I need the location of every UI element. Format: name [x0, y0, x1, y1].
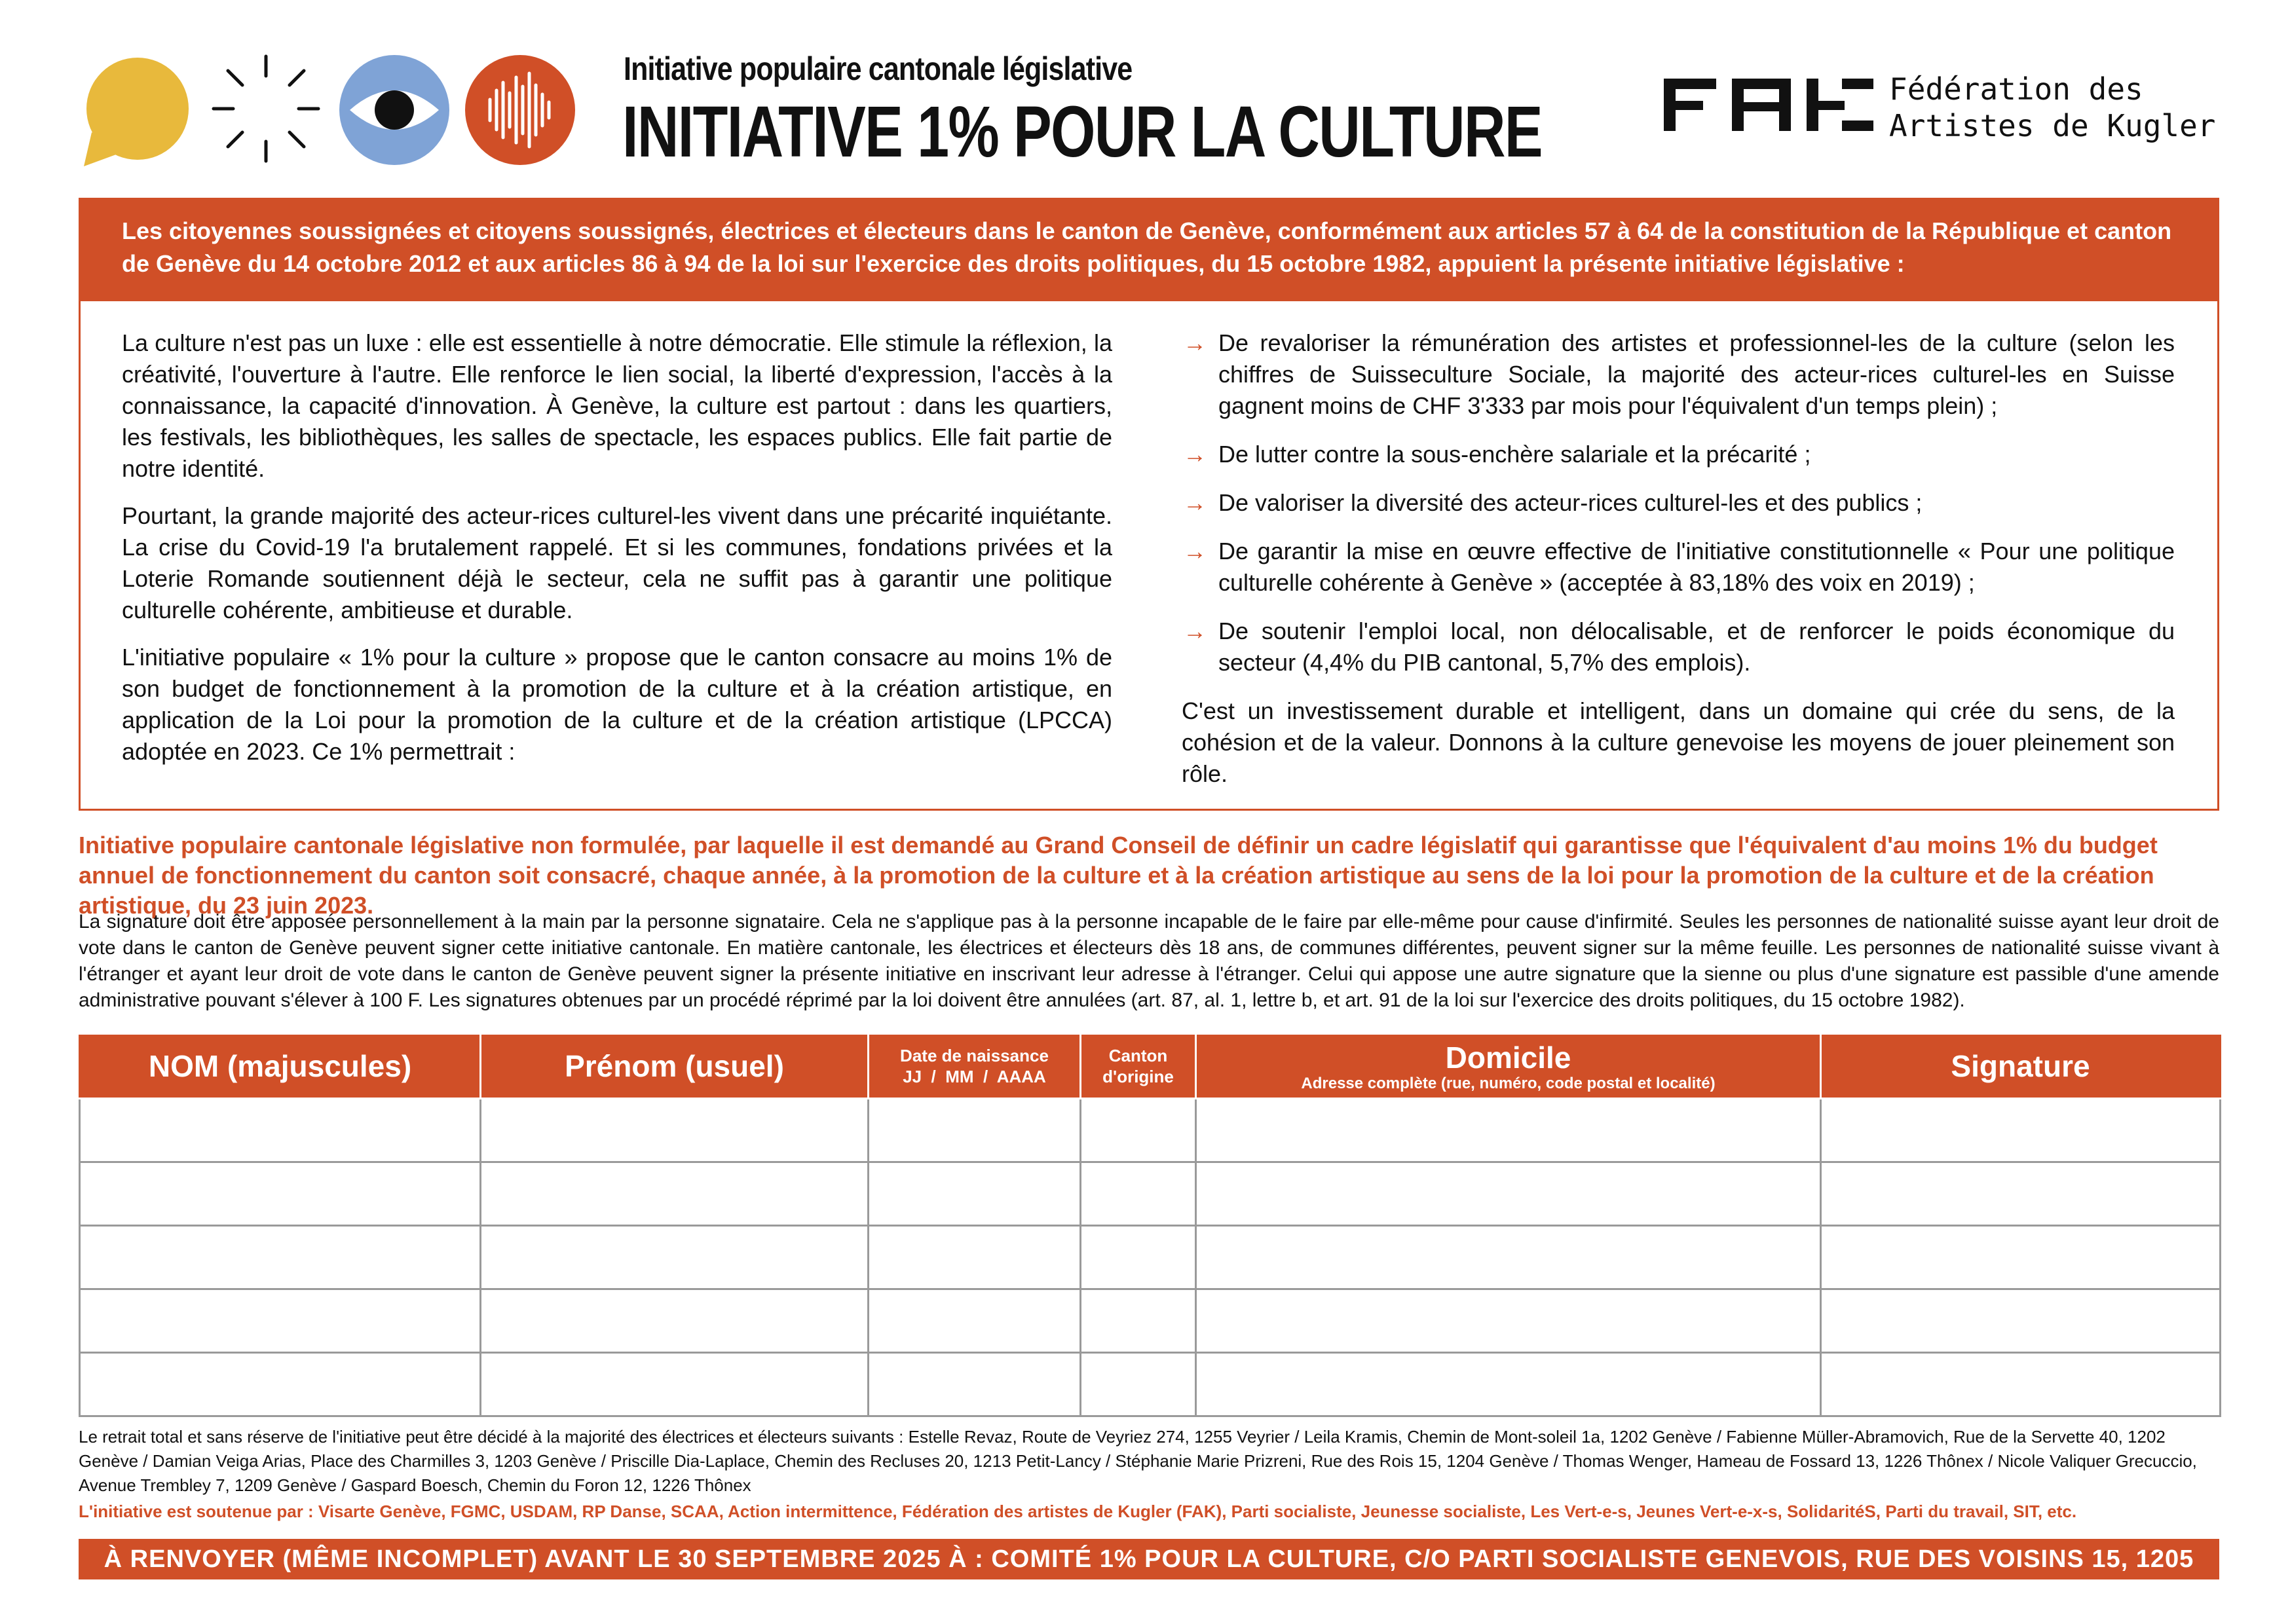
benefit-text: De soutenir l'emploi local, non délocalisable, et de renforcer le poids économique du secteur (4,4% du PIB cantonal, 5,7% des emplois).	[1218, 618, 2175, 676]
intro-left-column	[122, 327, 1112, 783]
header-prenom: Prénom (usuel)	[481, 1035, 869, 1099]
domicile-cell[interactable]	[1196, 1353, 1821, 1416]
benefit-text: De revaloriser la rémunération des artistes et professionnel-les de la culture (selon les chiffres de Suisseculture Sociale, la majorité des acteur-rices culturel-les en Suisse gagnent moins de CHF 3'333 par mois pour l'équivalent d'un temps plein) ;	[1218, 329, 2175, 419]
intro-right-column	[1179, 327, 2175, 805]
canton-cell[interactable]	[1081, 1099, 1196, 1162]
signature-row	[80, 1162, 2221, 1226]
intro-paragraph: La culture n'est pas un luxe : elle est essentielle à notre démocratie. Elle stimule la réflexion, la créativité, l'ouverture à l'autre. Elle renforce le lien social, la liberté d'expression, l'accès à la connaissance, la capacité d'innovation. À Genève, la culture est partout : dans les quartiers, les festivals, les bibliothèques, les salles de spectacle, les espaces publics. Elle fait partie de notre identité.	[122, 329, 1112, 482]
nom-cell[interactable]	[80, 1289, 481, 1353]
arrow-right-icon: →	[1183, 489, 1207, 516]
date-cell[interactable]	[869, 1289, 1081, 1353]
header-nom: NOM (majuscules)	[80, 1035, 481, 1099]
signature-row	[80, 1099, 2221, 1162]
document-subtitle: Initiative populaire cantonale législative	[624, 50, 1133, 87]
nom-cell[interactable]	[80, 1353, 481, 1416]
benefit-item	[1179, 327, 2175, 422]
arrow-right-icon: →	[1183, 329, 1207, 356]
date-cell[interactable]	[869, 1226, 1081, 1289]
benefit-text: De valoriser la diversité des acteur-rices culturel-les et des publics ;	[1218, 489, 1923, 516]
signature-cell[interactable]	[1821, 1226, 2221, 1289]
canton-cell[interactable]	[1081, 1226, 1196, 1289]
benefit-text: De lutter contre la sous-enchère salariale et la précarité ;	[1218, 441, 1811, 468]
domicile-cell[interactable]	[1196, 1099, 1821, 1162]
arrow-right-icon: →	[1183, 618, 1207, 644]
prenom-cell[interactable]	[481, 1162, 869, 1226]
benefit-text: De garantir la mise en œuvre effective de l'initiative constitutionnelle « Pour une politique culturelle cohérente à Genève » (acceptée à 83,18% des voix en 2019) ;	[1218, 538, 2175, 596]
closing-paragraph: C'est un investissement durable et intelligent, dans un domaine qui crée du sens, de la cohésion et de la valeur. Donnons à la culture genevoise les moyens de jouer pleinement son rôle.	[1182, 697, 2175, 787]
fak-logo-icon	[1664, 79, 1873, 131]
prenom-cell[interactable]	[481, 1353, 869, 1416]
header-signature: Signature	[1821, 1035, 2221, 1099]
benefit-item	[1179, 487, 2175, 519]
domicile-cell[interactable]	[1196, 1226, 1821, 1289]
canton-cell[interactable]	[1081, 1353, 1196, 1416]
signature-rules: La signature doit être apposée personnellement à la main par la personne signataire. Cela ne s'applique pas à la personne incapable de le faire par elle-même pour cause d'infirmité. Seules les personnes de nationalité suisse ayant leur droit de vote dans le canton de Genève peuvent signer cette initiative cantonale. En matière cantonale, les électrices et électeurs dès 18 ans, de communes différentes, peuvent signer sur la même feuille. Les personnes de nationalité suisse vivant à l'étranger et ayant leur droit de vote dans le canton de Genève peuvent signer la présente initiative en inscrivant leur adresse à l'étranger. Celui qui appose une autre signature que la sienne ou plus d'une signature est passible d'une amende administrative pouvant s'élever à 100 F. Les signatures obtenues par un procédé réprimé par la loi doivent être annulées (art. 87, al. 1, lettre b, et art. 91 de la loi sur l'exercice des droits politiques, du 15 octobre 1982).	[79, 911, 2219, 1011]
signature-cell[interactable]	[1821, 1353, 2221, 1416]
signature-cell[interactable]	[1821, 1099, 2221, 1162]
domicile-cell[interactable]	[1196, 1162, 1821, 1226]
signature-row	[80, 1353, 2221, 1416]
fak-logo-text	[1889, 71, 2216, 144]
prenom-cell[interactable]	[481, 1289, 869, 1353]
canton-cell[interactable]	[1081, 1162, 1196, 1226]
intro-band: Les citoyennes soussignées et citoyens soussignés, électrices et électeurs dans le canton de Genève, conformément aux articles 57 à 64 de la constitution de la République et canton de Genève du 14 octobre 2012 et aux articles 86 à 94 de la loi sur l'exercice des droits politiques, du 15 octobre 1982, appuient la présente initiative législative :	[79, 198, 2219, 301]
intro-paragraph: Pourtant, la grande majorité des acteur-rices culturel-les vivent dans une précarité inquiétante. La crise du Covid-19 l'a brutalement rappelé. Et si les communes, fondations privées et la Loterie Romande soutiennent déjà le secteur, cela ne suffit pas à garantir une politique culturelle cohérente, ambitieuse et durable.	[122, 502, 1112, 623]
return-address-band: À RENVOYER (MÊME INCOMPLET) AVANT LE 30 SEPTEMBRE 2025 À : COMITÉ 1% POUR LA CULTURE, C/O PARTI SOCIALISTE GENEVOIS, RUE DES VOISINS 15, 1205 GENÈVE	[79, 1539, 2219, 1579]
document-title: INITIATIVE 1% POUR LA CULTURE	[622, 92, 1543, 172]
initiative-statement: Initiative populaire cantonale législative non formulée, par laquelle il est demandé au Grand Conseil de définir un cadre législatif qui garantisse que l'équivalent d'au moins 1% du budget annuel de fonctionnement du canton soit consacré, chaque année, à la promotion de la culture et à la création artistique au sens de la loi pour la promotion de la culture et de la création artistique, du 23 juin 2023.	[79, 832, 2158, 919]
withdrawal-clause: Le retrait total et sans réserve de l'initiative peut être décidé à la majorité des électrices et électeurs suivants : Estelle Revaz, Route de Veyriez 274, 1255 Veyrier / Leila Kramis, Chemin de Mont-soleil 1a, 1202 Genève / Fabienne Müller-Abramovich, Rue de la Servette 40, 1202 Genève / Damian Veiga Arias, Place des Charmilles 3, 1203 Genève / Priscille Dia-Laplace, Chemin des Recluses 20, 1213 Petit-Lancy / Stéphanie Marie Prizreni, Rue des Rois 15, 1204 Genève / Thomas Wenger, Hameau de Fossard 13, 1226 Thônex / Nicole Valiquer Grecuccio, Avenue Trembley 7, 1209 Genève / Gaspard Boesch, Chemin du Foron 12, 1226 Thônex	[79, 1427, 2197, 1495]
date-cell[interactable]	[869, 1353, 1081, 1416]
logo-line-1: Fédération des	[1889, 71, 2143, 107]
arrow-right-icon: →	[1183, 441, 1207, 468]
signature-table	[79, 1035, 2221, 1417]
nom-cell[interactable]	[80, 1099, 481, 1162]
signature-row	[80, 1226, 2221, 1289]
nom-cell[interactable]	[80, 1162, 481, 1226]
benefit-item	[1179, 439, 2175, 470]
header-canton-origine: Canton d'origine	[1081, 1035, 1196, 1099]
canton-cell[interactable]	[1081, 1289, 1196, 1353]
signature-cell[interactable]	[1821, 1289, 2221, 1353]
benefit-item	[1179, 536, 2175, 599]
intro-paragraph: L'initiative populaire « 1% pour la culture » propose que le canton consacre au moins 1% de son budget de fonctionnement à la promotion de la culture et à la création artistique, en application de la Loi pour la promotion de la culture et de la création artistique (LPCCA) adoptée en 2023. Ce 1% permettrait :	[122, 644, 1112, 765]
logo-line-2: Artistes de Kugler	[1889, 108, 2216, 143]
sparkle-icon	[208, 51, 324, 166]
benefit-item	[1179, 616, 2175, 678]
date-cell[interactable]	[869, 1099, 1081, 1162]
prenom-cell[interactable]	[481, 1226, 869, 1289]
nom-cell[interactable]	[80, 1226, 481, 1289]
sound-wave-icon	[464, 54, 576, 166]
signature-cell[interactable]	[1821, 1162, 2221, 1226]
supporters-list: L'initiative est soutenue par : Visarte Genève, FGMC, USDAM, RP Danse, SCAA, Action intermittence, Fédération des artistes de Kugler (FAK), Parti socialiste, Jeunesse socialiste, Les Vert-e-s, Jeunes Vert-e-x-s, SolidaritéS, Parti du travail, SIT, etc.	[79, 1502, 2077, 1521]
header-date-naissance: Date de naissance JJ / MM / AAAA	[869, 1035, 1081, 1099]
arrow-right-icon: →	[1183, 538, 1207, 564]
domicile-cell[interactable]	[1196, 1289, 1821, 1353]
signature-row	[80, 1289, 2221, 1353]
header-domicile: Domicile Adresse complète (rue, numéro, code postal et localité)	[1196, 1035, 1821, 1099]
speech-bubble-icon	[77, 54, 195, 172]
eye-icon	[338, 54, 451, 166]
date-cell[interactable]	[869, 1162, 1081, 1226]
prenom-cell[interactable]	[481, 1099, 869, 1162]
